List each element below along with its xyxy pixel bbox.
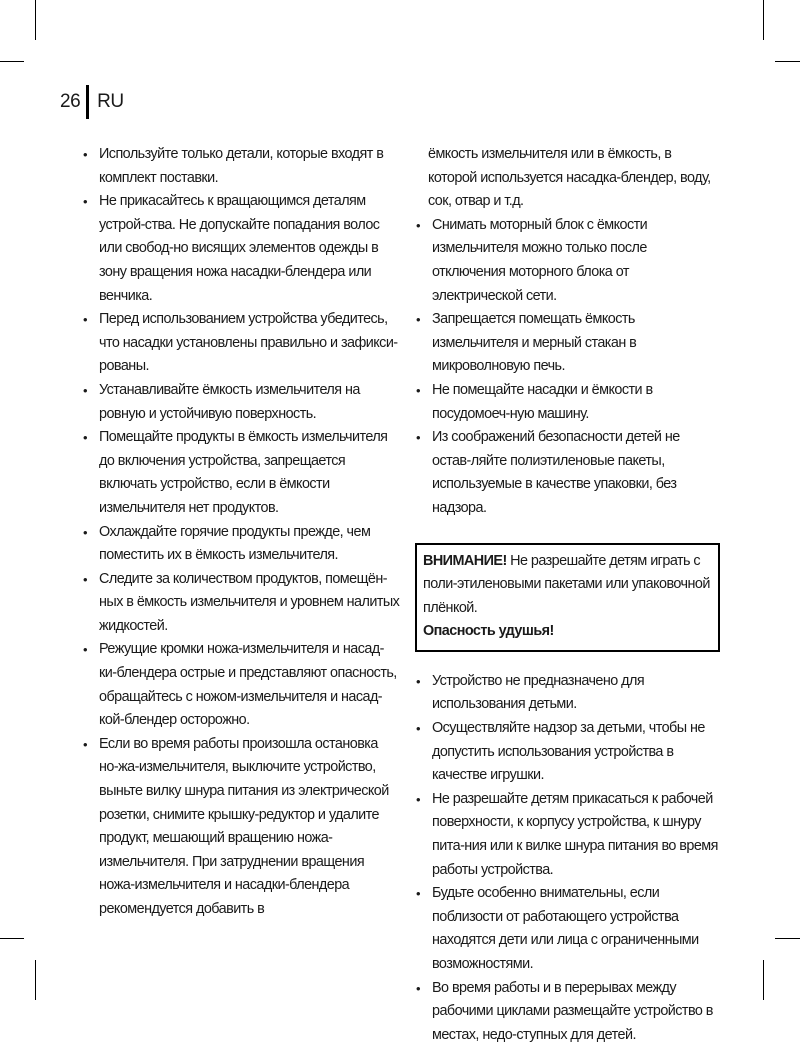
list-item-text: Используйте только детали, которые входят в комплект поставки. bbox=[99, 146, 384, 186]
bullet-icon: • bbox=[83, 312, 88, 328]
right-column bbox=[413, 143, 720, 1047]
bullet-icon: • bbox=[416, 673, 421, 689]
list-item-text: Не разрешайте детям прикасаться к рабочей поверхности, к корпусу устройства, к шнуру пита-ния или к вилке шнура питания во время работы устройства. bbox=[432, 790, 718, 878]
list-item-text: Не прикасайтесь к вращающимся деталям устрой-ства. Не допускайте попадания волос или свобод-но висящих элементов одежды в зону вращения ножа насадки-блендера или венчика. bbox=[99, 193, 380, 304]
list-item bbox=[80, 426, 400, 520]
list-item bbox=[80, 308, 400, 379]
bullet-icon: • bbox=[83, 430, 88, 446]
bullet-icon: • bbox=[83, 147, 88, 162]
list-item bbox=[80, 190, 400, 308]
list-item-text: Помещайте продукты в ёмкость измельчителя до включения устройства, запрещается включать устройство, если в ёмкости измельчителя нет продуктов. bbox=[99, 429, 388, 516]
list-item-text: Следите за количеством продуктов, помещён-ных в ёмкость измельчителя и уровнем налитых жидкостей. bbox=[99, 570, 400, 634]
list-item bbox=[413, 426, 720, 520]
warning-text: Не разрешайте детям играть с поли-этиленовыми пакетами или упаковочной плёнкой. bbox=[423, 552, 710, 616]
list-item bbox=[413, 788, 720, 882]
warning-emphasis: Опасность удушья! bbox=[423, 623, 554, 640]
crop-mark bbox=[0, 61, 24, 62]
header-divider bbox=[86, 85, 89, 119]
left-column bbox=[80, 143, 400, 922]
bullet-icon: • bbox=[416, 430, 421, 446]
list-item-text: Охлаждайте горячие продукты прежде, чем поместить их в ёмкость измельчителя. bbox=[99, 523, 371, 564]
list-item bbox=[413, 717, 720, 788]
list-item bbox=[413, 670, 720, 717]
list-item bbox=[80, 143, 400, 190]
list-item-text: Во время работы и в перерывах между рабочими циклами размещайте устройство в местах, недо-ступных для детей. bbox=[432, 979, 713, 1043]
list-item bbox=[80, 521, 400, 568]
bullet-icon: • bbox=[416, 721, 421, 737]
list-item bbox=[80, 379, 400, 426]
warning-label: ВНИМАНИЕ! bbox=[423, 552, 507, 569]
list-item-text: Устройство не предназначено для использования детьми. bbox=[432, 672, 645, 713]
bullet-icon: • bbox=[416, 217, 421, 233]
list-item-text: Будьте особенно внимательны, если поблизости от работающего устройства находятся дети или лица с ограниченными возможностями. bbox=[432, 885, 699, 972]
list-item bbox=[80, 638, 400, 732]
crop-mark bbox=[763, 0, 764, 40]
warning-box bbox=[415, 543, 720, 652]
language-code: RU bbox=[97, 91, 124, 112]
bullet-icon: • bbox=[83, 194, 88, 210]
list-item bbox=[80, 733, 400, 922]
list-item-text: Из соображений безопасности детей не остав-ляйте полиэтиленовые пакеты, используемые в качестве упаковки, без надзора. bbox=[432, 429, 680, 516]
left-bullet-list bbox=[80, 143, 400, 922]
crop-mark bbox=[775, 61, 800, 62]
page-number: 26 bbox=[60, 91, 81, 112]
crop-mark bbox=[0, 938, 24, 939]
list-item-text: Режущие кромки ножа-измельчителя и насад-ки-блендера острые и представляют опасность, обращайтесь с ножом-измельчителя и насад-кой-блендер осторожно. bbox=[99, 641, 397, 729]
right-bullet-list-top bbox=[413, 214, 720, 521]
bullet-icon: • bbox=[83, 524, 88, 540]
bullet-icon: • bbox=[416, 382, 421, 398]
list-item-text: Устанавливайте ёмкость измельчителя на ровную и устойчивую поверхность. bbox=[99, 381, 360, 422]
list-item-text: Осуществляйте надзор за детьми, чтобы не допустить использования устройства в качестве игрушки. bbox=[432, 720, 705, 784]
continued-text: ёмкость измельчителя или в ёмкость, в которой используется насадка-блендер, воду, сок, отвар и т.д. bbox=[428, 146, 711, 210]
list-item bbox=[80, 568, 400, 639]
list-item-text: Если во время работы произошла остановка но-жа-измельчителя, выключите устройство, выньте вилку шнура питания из электрической розетки, снимите крышку-редуктор и удалите продукт, мешающий вращению ножа-измельчителя. При затруднении вращения ножа-измельчителя и насадки-блендера рекомендуется добавить в bbox=[99, 735, 389, 917]
right-bullet-list-bottom bbox=[413, 670, 720, 1047]
bullet-icon: • bbox=[83, 736, 88, 752]
list-item-text: Запрещается помещать ёмкость измельчителя и мерный стакан в микроволновую печь. bbox=[432, 311, 637, 375]
page-header bbox=[60, 86, 124, 118]
bullet-icon: • bbox=[416, 980, 421, 996]
crop-mark bbox=[35, 960, 36, 1000]
bullet-icon: • bbox=[83, 642, 88, 658]
bullet-icon: • bbox=[83, 382, 88, 398]
list-item bbox=[413, 882, 720, 976]
list-item bbox=[413, 977, 720, 1047]
bullet-icon: • bbox=[416, 312, 421, 328]
bullet-icon: • bbox=[416, 791, 421, 807]
list-item bbox=[413, 379, 720, 426]
crop-mark bbox=[35, 0, 36, 40]
list-item-text: Перед использованием устройства убедитесь, что насадки установлены правильно и зафикси-рованы. bbox=[99, 311, 398, 375]
list-item-text: Не помещайте насадки и ёмкости в посудомоеч-ную машину. bbox=[432, 381, 653, 422]
list-item bbox=[413, 308, 720, 379]
crop-mark bbox=[763, 960, 764, 1000]
bullet-icon: • bbox=[83, 571, 88, 587]
crop-mark bbox=[775, 938, 800, 939]
list-item bbox=[413, 214, 720, 308]
bullet-icon: • bbox=[416, 886, 421, 902]
list-item-text: Снимать моторный блок с ёмкости измельчителя можно только после отключения моторного блока от электрической сети. bbox=[432, 216, 648, 304]
